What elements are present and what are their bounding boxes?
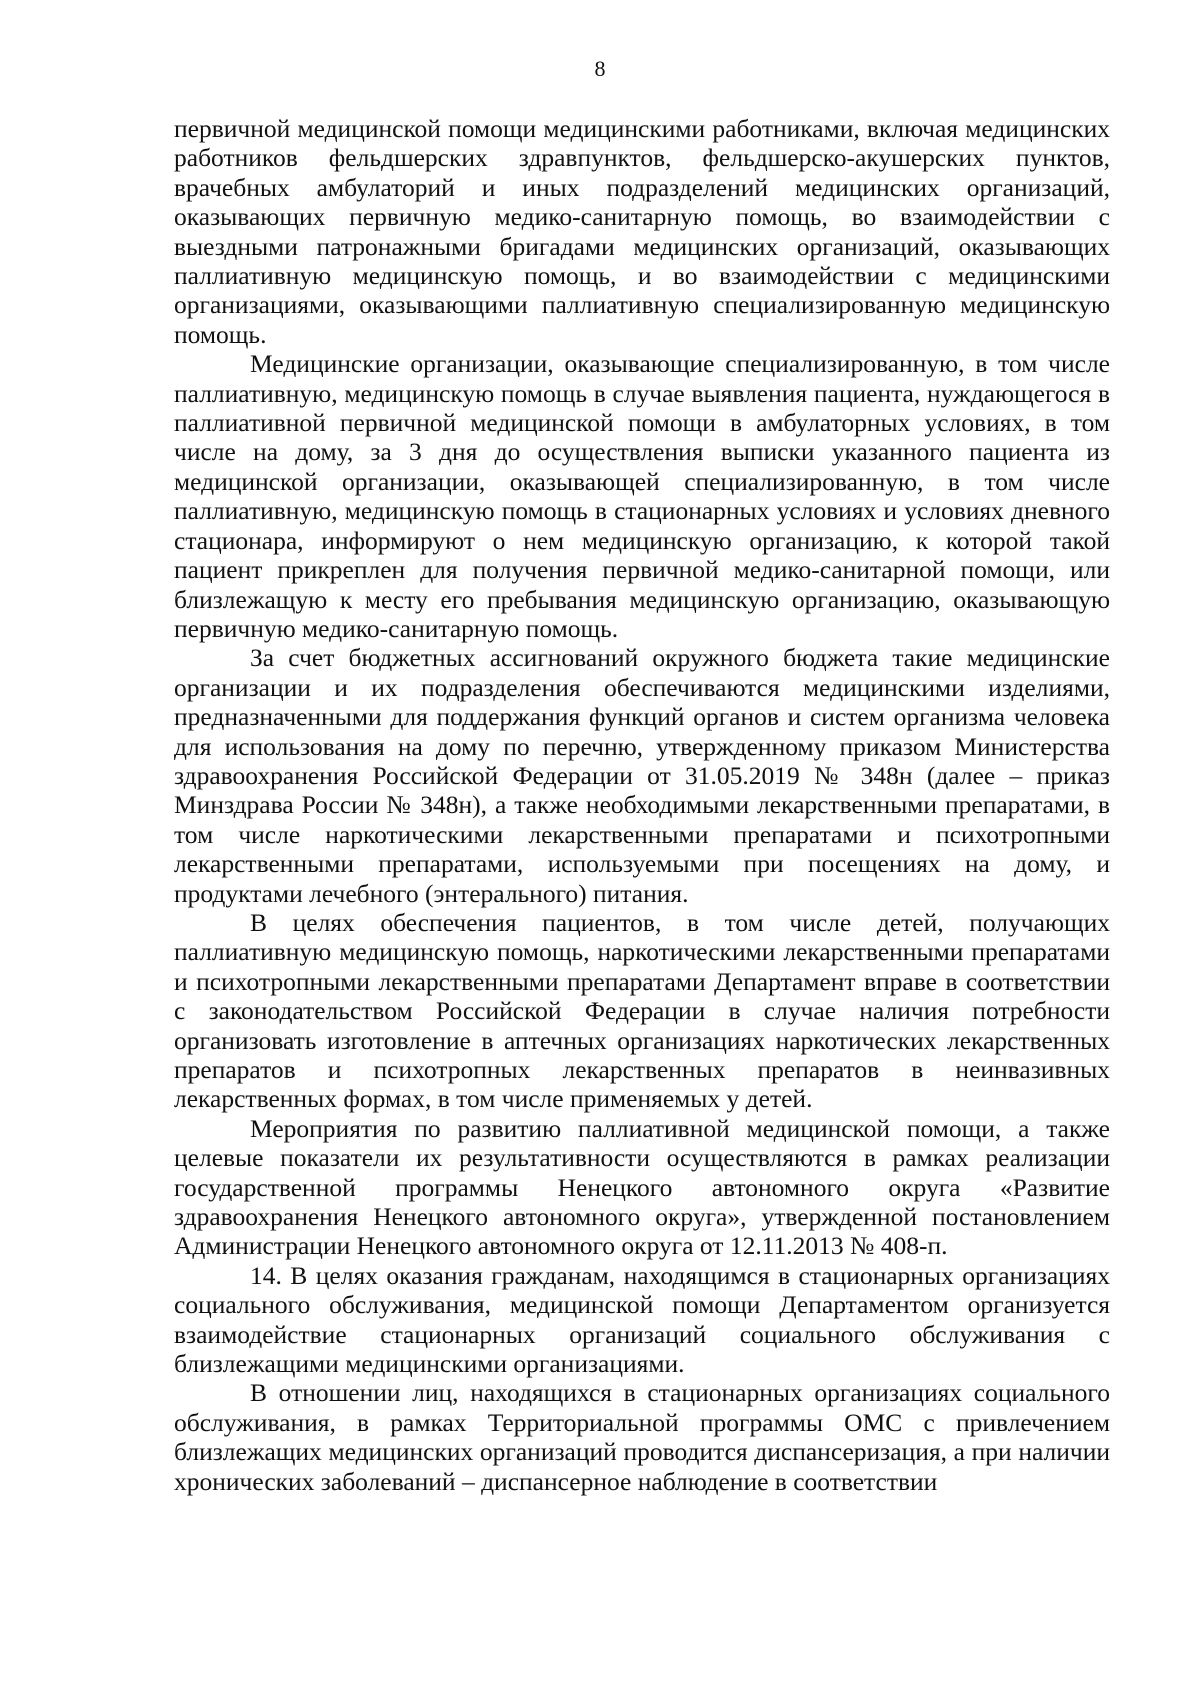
paragraph-6: 14. В целях оказания гражданам, находящимся в стационарных организациях социального обслуживания, медицинской помощи Департаментом организуется взаимодействие стационарных организаций социального обслуживания с близлежащими медицинскими организациями. bbox=[174, 1260, 1110, 1379]
paragraph-4: В целях обеспечения пациентов, в том числе детей, получающих паллиативную медицинскую помощь, наркотическими лекарственными препаратами и психотропными лекарственными препаратами Департамент вправе в соответствии с законодательством Российской Федерации в случае наличия потребности организовать изготовление в аптечных организациях наркотических лекарственных препаратов и психотропных лекарственных препаратов в неинвазивных лекарственных формах, в том числе применяемых у детей. bbox=[174, 907, 1110, 1114]
document-body bbox=[174, 114, 1110, 1496]
paragraph-1: первичной медицинской помощи медицинскими работниками, включая медицинских работников фельдшерских здравпунктов, фельдшерско-акушерских пунктов, врачебных амбулаторий и иных подразделений медицинских организаций, оказывающих первичную медико-санитарную помощь, во взаимодействии с выездными патронажными бригадами медицинских организаций, оказывающих паллиативную медицинскую помощь, и во взаимодействии с медицинскими организациями, оказывающими паллиативную специализированную медицинскую помощь. bbox=[174, 114, 1110, 349]
paragraph-2: Медицинские организации, оказывающие специализированную, в том числе паллиативную, медицинскую помощь в случае выявления пациента, нуждающегося в паллиативной первичной медицинской помощи в амбулаторных условиях, в том числе на дому, за 3 дня до осуществления выписки указанного пациента из медицинской организации, оказывающей специализированную, в том числе паллиативную, медицинскую помощь в стационарных условиях и условиях дневного стационара, информируют о нем медицинскую организацию, к которой такой пациент прикреплен для получения первичной медико-санитарной помощи, или близлежащую к месту его пребывания медицинскую организацию, оказывающую первичную медико-санитарную помощь. bbox=[174, 349, 1110, 643]
paragraph-7: В отношении лиц, находящихся в стационарных организациях социального обслуживания, в рамках Территориальной программы ОМС с привлечением близлежащих медицинских организаций проводится диспансеризация, а при наличии хронических заболеваний – диспансерное наблюдение в соответствии bbox=[174, 1378, 1110, 1496]
page-number: 8 bbox=[594, 56, 606, 81]
paragraph-5: Мероприятия по развитию паллиативной медицинской помощи, а также целевые показатели их результативности осуществляются в рамках реализации государственной программы Ненецкого автономного округа «Развитие здравоохранения Ненецкого автономного округа», утвержденной постановлением Администрации Ненецкого автономного округа от 12.11.2013 № 408-п. bbox=[174, 1113, 1110, 1261]
paragraph-3: За счет бюджетных ассигнований окружного бюджета такие медицинские организации и их подразделения обеспечиваются медицинскими изделиями, предназначенными для поддержания функций органов и систем организма человека для использования на дому по перечню, утвержденному приказом Министерства здравоохранения Российской Федерации от 31.05.2019 № 348н (далее – приказ Минздрава России № 348н), а также необходимыми лекарственными препаратами, в том числе наркотическими лекарственными препаратами и психотропными лекарственными препаратами, используемыми при посещениях на дому, и продуктами лечебного (энтерального) питания. bbox=[174, 643, 1110, 908]
